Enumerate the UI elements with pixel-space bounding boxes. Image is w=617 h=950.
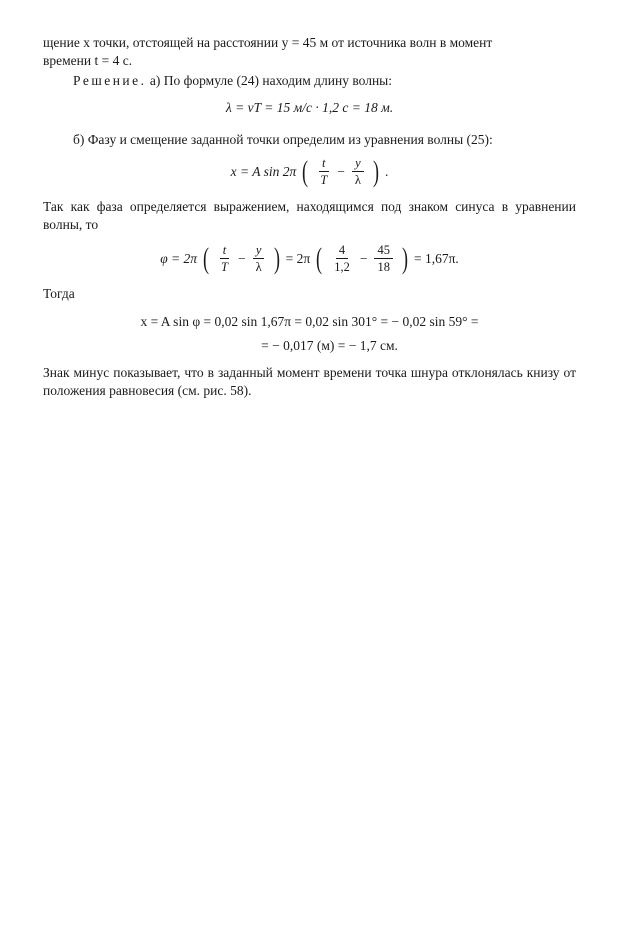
fraction bbox=[352, 155, 364, 188]
numerator: y bbox=[253, 242, 265, 259]
equation-wavelength: λ = vT = 15 м/с · 1,2 с = 18 м. bbox=[225, 100, 394, 115]
eq2-left: x = A sin 2π bbox=[230, 163, 297, 179]
numerator: y bbox=[352, 155, 364, 172]
denominator: T bbox=[320, 173, 328, 187]
numerator: t bbox=[319, 155, 328, 172]
solution-paragraph bbox=[43, 72, 576, 90]
equation-wave bbox=[43, 155, 576, 188]
fraction bbox=[331, 242, 353, 275]
fraction bbox=[374, 242, 393, 275]
eq3-end: = 1,67π. bbox=[413, 250, 459, 266]
minus-sign: − bbox=[337, 163, 345, 179]
denominator: 18 bbox=[377, 260, 390, 274]
fraction bbox=[253, 242, 265, 275]
period: . bbox=[384, 163, 389, 179]
equation-result: = − 0,017 (м) = − 1,7 см. bbox=[261, 338, 398, 353]
page-content bbox=[43, 34, 576, 400]
numerator: 45 bbox=[374, 242, 393, 259]
solution-part-a: а) По формуле (24) находим длину волны: bbox=[149, 73, 392, 88]
numerator: 4 bbox=[336, 242, 348, 259]
numerator: t bbox=[220, 242, 229, 259]
paren-right: ) bbox=[273, 241, 280, 275]
minus-sign: − bbox=[359, 250, 368, 266]
text-line: времени t = 4 с. bbox=[43, 53, 133, 68]
paren-left: ( bbox=[302, 154, 309, 188]
paren-left: ( bbox=[203, 241, 210, 275]
phase-paragraph: Так как фаза определяется выражением, находящимся под знаком синуса в уравнении волны, то bbox=[43, 199, 576, 232]
solution-part-b: б) Фазу и смещение заданной точки определим из уравнения волны (25): bbox=[73, 132, 493, 147]
conclusion-paragraph: Знак минус показывает, что в заданный момент времени точка шнура отклонялась книзу от положения равновесия (см. рис. 58). bbox=[43, 365, 576, 398]
minus-sign: − bbox=[237, 250, 246, 266]
denominator: T bbox=[221, 260, 228, 274]
denominator: λ bbox=[255, 260, 262, 274]
paren-right: ) bbox=[401, 241, 408, 275]
paren-right: ) bbox=[372, 154, 379, 188]
text-line: щение x точки, отстоящей на расстоянии y = 45 м от источника волн в момент bbox=[43, 35, 493, 50]
solution-heading: Решение. bbox=[73, 73, 147, 88]
eq3-mid: = 2π bbox=[285, 250, 311, 266]
denominator: 1,2 bbox=[334, 260, 350, 274]
denominator: λ bbox=[354, 173, 361, 187]
then-line: Тогда bbox=[43, 286, 75, 301]
eq3-phi: φ = 2π bbox=[160, 250, 198, 266]
equation-displacement: x = A sin φ = 0,02 sin 1,67π = 0,02 sin 301° = − 0,02 sin 59° = bbox=[140, 314, 479, 329]
fraction bbox=[317, 155, 330, 188]
paren-left: ( bbox=[316, 241, 323, 275]
fraction bbox=[218, 242, 231, 275]
equation-phase bbox=[43, 242, 576, 275]
